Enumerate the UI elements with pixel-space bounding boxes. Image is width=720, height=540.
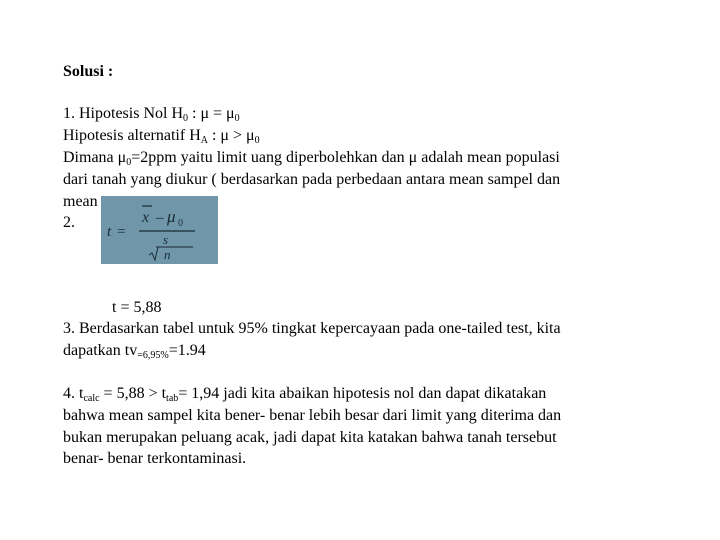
step2-label: 2. <box>63 214 75 231</box>
formula-t: t <box>107 224 112 240</box>
step4-line1: 4. $t_{calc} = 5,88 > t_{tab}= 1,94$ jadi kita abaikan hipotesis nol dan dapat dikatakan <box>63 385 547 404</box>
step4-line3: bukan merupakan peluang acak, jadi dapat kita katakan bahwa tanah tersebut <box>63 429 557 446</box>
sqrt-sign <box>149 247 159 260</box>
formula-n: n <box>164 247 171 262</box>
formula-minus: – <box>156 210 164 226</box>
formula-xbar: x <box>142 209 150 226</box>
section-title: Solusi : <box>63 63 114 80</box>
dimana-line: Dimana $\mu_0=2ppm$ yaitu limit uang diperbolehkan dan μ adalah mean populasi <box>63 149 560 168</box>
alternative-hypothesis-line: Hipotesis alternatif $H_A$ : $\mu > \mu_0$ <box>63 127 260 146</box>
mean-fragment: mean <box>63 193 98 210</box>
step4-line4: benar- benar terkontaminasi. <box>63 450 247 467</box>
step3-line1: 3. Berdasarkan tabel untuk 95% tingkat kepercayaan pada one-tailed test, kita <box>63 320 561 337</box>
formula-mu-sub: 0 <box>178 218 183 229</box>
dari-line: dari tanah yang diukur ( berdasarkan pada perbedaan antara mean sampel dan <box>63 171 561 188</box>
t-statistic-formula <box>101 196 218 264</box>
formula-s: s <box>163 232 169 247</box>
t-result: t = 5,88 <box>112 299 162 316</box>
formula-equals: = <box>117 224 126 240</box>
formula-mu: μ <box>167 207 176 226</box>
step4-line2: bahwa mean sampel kita bener- benar lebih besar dari limit yang diterima dan <box>63 407 562 424</box>
step3-line2: dapatkan $tv_{=6,95\%}=1.94$ <box>63 342 206 361</box>
null-hypothesis-line: 1. Hipotesis Nol $H_0$ : $\mu = \mu_0$ <box>63 105 240 124</box>
